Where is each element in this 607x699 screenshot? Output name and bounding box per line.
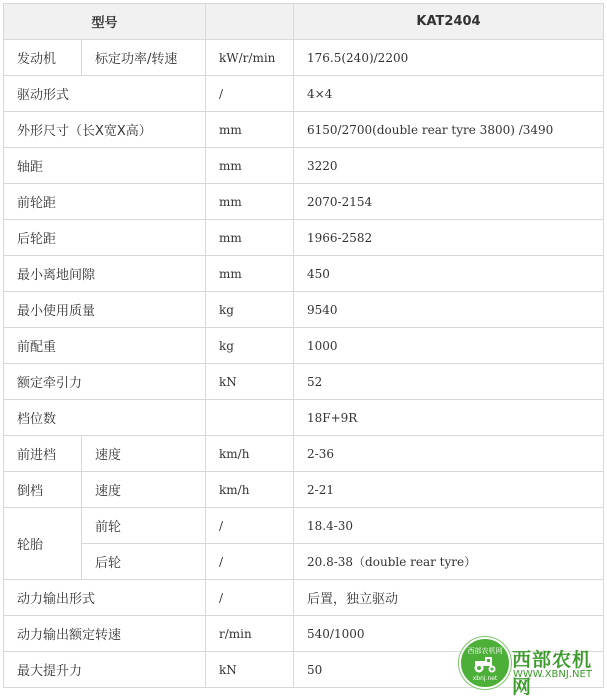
badge-top-text: 西部农机网	[467, 647, 503, 655]
row-unit: kW/r/min	[206, 40, 294, 76]
row-sublabel: 速度	[82, 436, 206, 472]
row-unit: km/h	[206, 436, 294, 472]
row-unit: mm	[206, 184, 294, 220]
row-value: 2070-2154	[294, 184, 604, 220]
table-row	[4, 40, 604, 76]
row-unit: kg	[206, 328, 294, 364]
row-unit: mm	[206, 148, 294, 184]
row-value: 450	[294, 256, 604, 292]
table-row	[4, 112, 604, 148]
row-label: 档位数	[4, 400, 206, 436]
header-unit	[206, 4, 294, 40]
row-value: 1000	[294, 328, 604, 364]
table-row	[4, 256, 604, 292]
site-name: 西部农机网	[512, 649, 593, 698]
row-value: 6150/2700(double rear tyre 3800) /3490	[294, 112, 604, 148]
row-label: 最小离地间隙	[4, 256, 206, 292]
row-sublabel: 速度	[82, 472, 206, 508]
table-row	[4, 148, 604, 184]
row-label: 动力输出形式	[4, 580, 206, 616]
table-row	[4, 472, 604, 508]
table-header-row	[4, 4, 604, 40]
site-logo-badge	[459, 637, 511, 689]
row-label: 驱动形式	[4, 76, 206, 112]
row-unit: kN	[206, 364, 294, 400]
table-row	[4, 184, 604, 220]
spec-table	[3, 3, 604, 688]
row-unit: r/min	[206, 616, 294, 652]
row-value: 176.5(240)/2200	[294, 40, 604, 76]
row-value: 2-36	[294, 436, 604, 472]
row-unit: kN	[206, 652, 294, 688]
row-value: 18.4-30	[294, 508, 604, 544]
row-label: 最大提升力	[4, 652, 206, 688]
row-unit: mm	[206, 220, 294, 256]
table-row	[4, 364, 604, 400]
table-row	[4, 328, 604, 364]
row-label: 轮胎	[4, 508, 82, 580]
row-value: 9540	[294, 292, 604, 328]
row-unit: /	[206, 508, 294, 544]
row-label: 动力输出额定转速	[4, 616, 206, 652]
row-unit: /	[206, 76, 294, 112]
row-unit: /	[206, 580, 294, 616]
row-unit: kg	[206, 292, 294, 328]
row-value: 4×4	[294, 76, 604, 112]
row-label: 最小使用质量	[4, 292, 206, 328]
row-value: 2-21	[294, 472, 604, 508]
row-label: 前轮距	[4, 184, 206, 220]
table-row	[4, 76, 604, 112]
row-unit: /	[206, 544, 294, 580]
row-value: 540/1000	[294, 616, 604, 652]
row-label: 后轮距	[4, 220, 206, 256]
row-label: 额定牵引力	[4, 364, 206, 400]
site-url: WWW.XBNJ.NET	[513, 669, 592, 680]
table-row	[4, 508, 604, 544]
row-value: 1966-2582	[294, 220, 604, 256]
row-sublabel: 标定功率/转速	[82, 40, 206, 76]
table-row	[4, 436, 604, 472]
row-label: 发动机	[4, 40, 82, 76]
row-label: 前进档	[4, 436, 82, 472]
table-row	[4, 544, 604, 580]
row-unit: mm	[206, 256, 294, 292]
row-unit: km/h	[206, 472, 294, 508]
row-value: 后置，独立驱动	[294, 580, 604, 616]
row-label: 外形尺寸（长X宽X高）	[4, 112, 206, 148]
header-model-label: 型号	[4, 4, 206, 40]
row-unit: mm	[206, 112, 294, 148]
row-unit	[206, 400, 294, 436]
row-label: 轴距	[4, 148, 206, 184]
row-label: 倒档	[4, 472, 82, 508]
row-sublabel: 后轮	[82, 544, 206, 580]
header-model-value: KAT2404	[294, 4, 604, 40]
tractor-icon	[472, 656, 498, 674]
table-row	[4, 220, 604, 256]
table-row	[4, 580, 604, 616]
table-row	[4, 292, 604, 328]
row-label: 前配重	[4, 328, 206, 364]
row-value: 18F+9R	[294, 400, 604, 436]
row-value: 50	[294, 652, 604, 688]
site-watermark	[459, 633, 607, 698]
badge-bottom-text: xbnj.net	[472, 675, 498, 682]
row-value: 3220	[294, 148, 604, 184]
row-value: 20.8-38（double rear tyre）	[294, 544, 604, 580]
row-sublabel: 前轮	[82, 508, 206, 544]
row-value: 52	[294, 364, 604, 400]
table-row	[4, 400, 604, 436]
